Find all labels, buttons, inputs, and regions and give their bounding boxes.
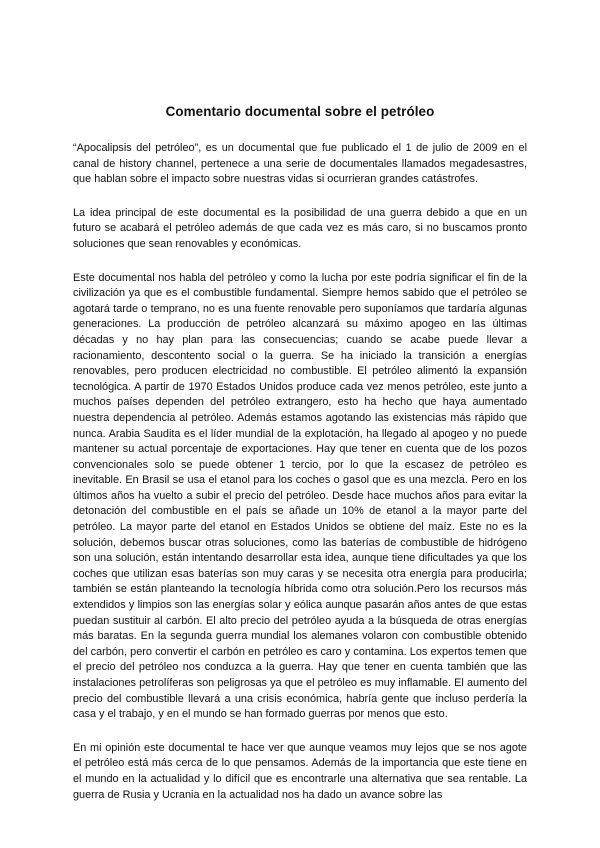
summary-paragraph: Este documental nos habla del petróleo y como la lucha por este podría significar el fin de la civilización ya que es el combustible fundamental. Siempre hemos sabido que el petróleo se agotará tarde o temprano, no es una fuente renovable pero suponíamos que tardaría algunas generaciones. La producción de petróleo alcanzará su máximo apogeo en las últimas décadas y no hay plan para las consecuencias; cuando se acabe puede llevar a racionamiento, descontento social o la guerra. Se ha iniciado la transición a energías renovables, pero producen electricidad no combustible. El petróleo alimentó la expansión tecnológica. A partir de 1970 Estados Unidos produce cada vez menos petróleo, este junto a muchos países dependen del petróleo extrangero, esto ha hecho que haya aumentado nuestra dependencia al petróleo. Además estamos agotando las existencias más rápido que nunca. Arabia Saudita es el líder mundial de la explotación, ha llegado al apogeo y no puede mantener su actual porcentaje de exportaciones. Hay que tener en cuenta que de los pozos convencionales solo se puede obtener 1 tercio, por lo que la escasez de petróleo es inevitable. En Brasil se usa el etanol para los coches o gasol que es una mezcla. Pero en los últimos años ha vuelto a subir el precio del petróleo. Desde hace muchos años para evitar la detonación del combustible en el país se añade un 10% de etanol a la mayor parte del petróleo. La mayor parte del etanol en Estados Unidos se obtiene del maíz. Este no es la solución, debemos buscar otras soluciones, como las baterías de combustible de hidrógeno son una solución, están intentando desarrollar esta idea, aunque tiene dificultades ya que los coches que utilizan esas baterías son muy caras y se necesita otra energía para producirla; también se están planteando la tecnología híbrida como otra solución.Pero los recursos más extendidos y limpios son las energías solar y eólica aunque pasarán años antes de que estas puedan sustituir al carbón. El alto precio del petróleo ayuda a la búsqueda de otras energías más baratas. En la segunda guerra mundial los alemanes volaron con combustible obtenido del carbón, pero convertir el carbón en petróleo es caro y contamina. Los expertos temen que el precio del petróleo nos conduzca a la guerra. Hay que tener en cuenta también que las instalaciones petrolíferas son peligrosas ya que el petróleo es muy inflamable. El aumento del precio del combustible llevará a una crisis económica, habría gente que incluso perdería la casa y el trabajo, y en el mundo se han formado guerras por menos que esto.	[73, 271, 527, 721]
main-idea-paragraph: La idea principal de este documental es la posibilidad de una guerra debido a que en un futuro se acabará el petróleo además de que cada vez es más caro, si no buscamos pronto soluciones que sean renovables y económicas.	[73, 206, 527, 250]
document-title: Comentario documental sobre el petróleo	[165, 104, 435, 119]
opinion-paragraph: En mi opinión este documental te hace ver que aunque veamos muy lejos que se nos agote el petróleo está más cerca de lo que pensamos. Además de la importancia que este tiene en el mundo en la actualidad y lo difícil que es encontrarle una alternativa que sea rentable. La guerra de Rusia y Ucrania en la actualidad nos ha dado un avance sobre las	[73, 741, 527, 801]
intro-paragraph: “Apocalipsis del petróleo”, es un documental que fue publicado el 1 de julio de 2009 en el canal de history channel, pertenece a una serie de documentales llamados megadesastres, que hablan sobre el impacto sobre nuestras vidas si ocurrieran grandes catástrofes.	[73, 142, 527, 186]
